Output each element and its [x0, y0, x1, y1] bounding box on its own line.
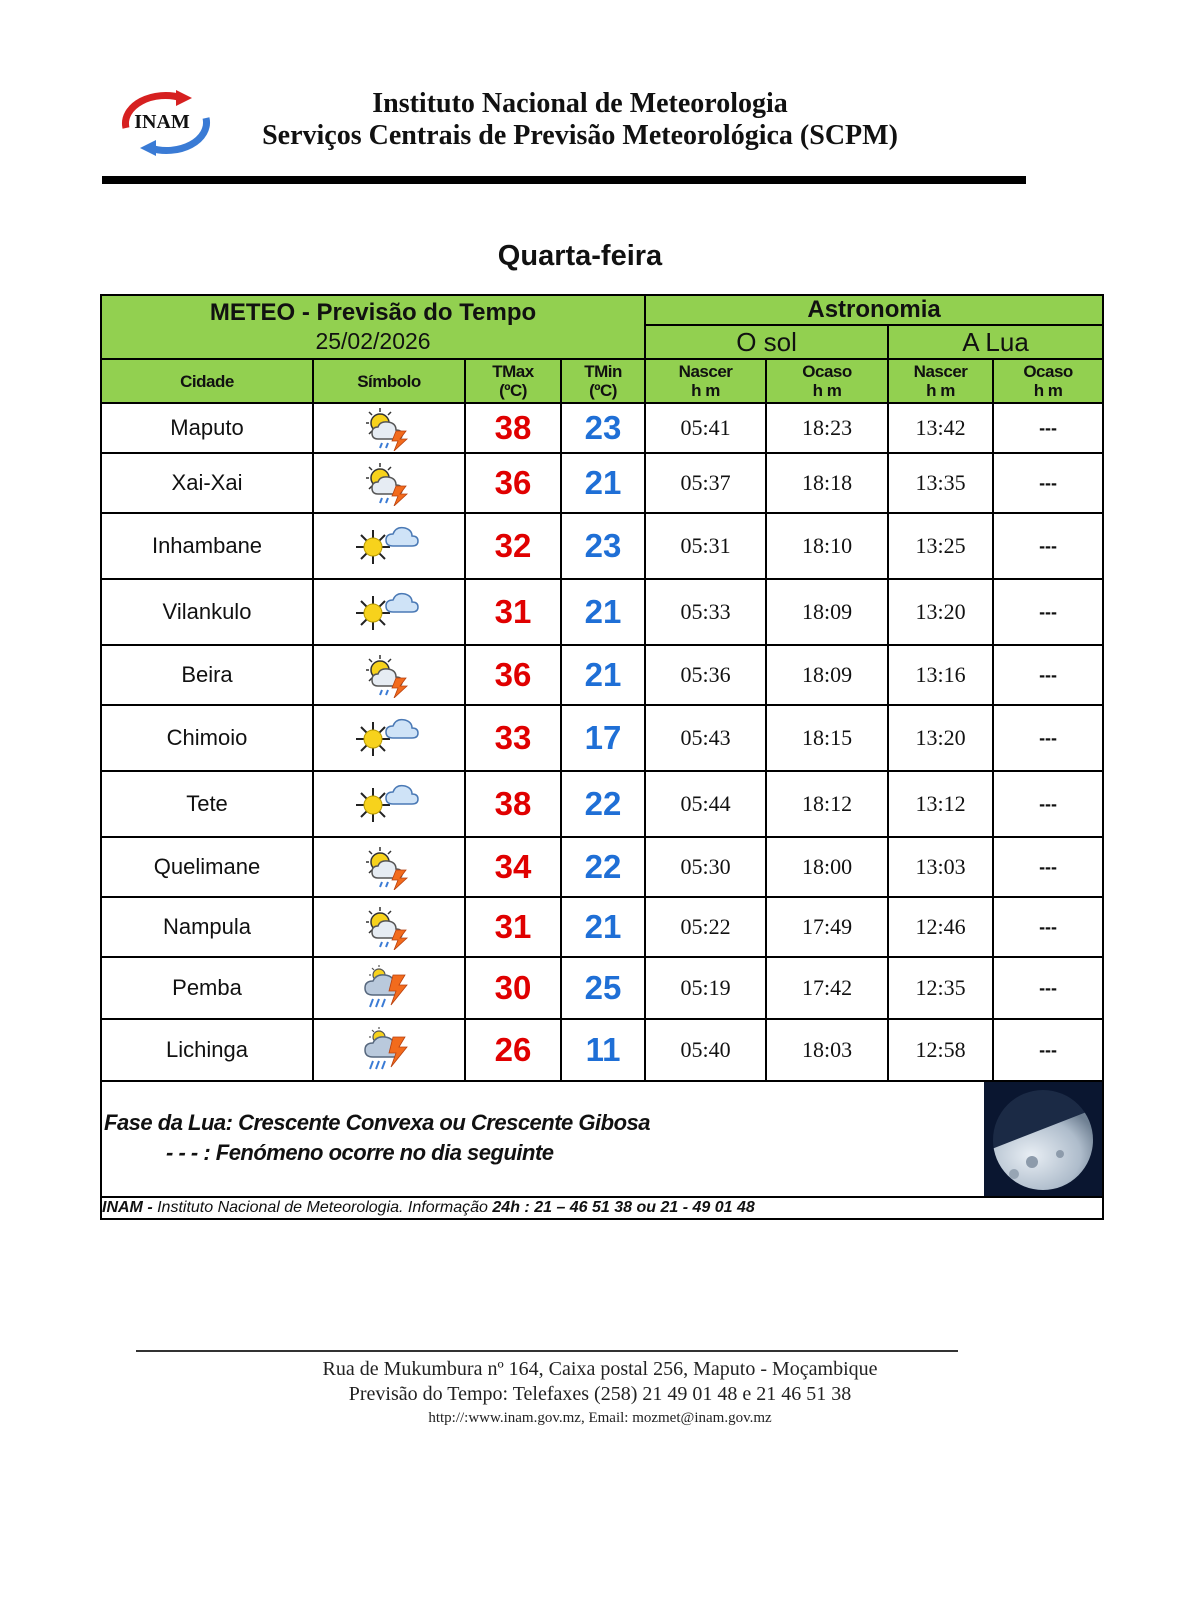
logo-text: INAM: [134, 111, 190, 133]
moon-phase-image: [984, 1082, 1102, 1196]
city-cell: Beira: [101, 645, 313, 705]
table-row: [101, 837, 1103, 897]
sun-cloud-rain-thunder-icon: [314, 652, 464, 698]
moonset-cell: ---: [993, 579, 1103, 645]
moonset-cell: ---: [993, 645, 1103, 705]
weather-symbol-cell: [313, 645, 465, 705]
table-row: [101, 771, 1103, 837]
sun-cloud-rain-thunder-icon: [314, 405, 464, 451]
sunset-cell: 18:12: [766, 771, 888, 837]
tmin-cell: 23: [561, 513, 645, 579]
tmax-cell: 38: [465, 403, 561, 453]
tmax-cell: 26: [465, 1019, 561, 1081]
moonrise-cell: 13:03: [888, 837, 993, 897]
tmin-cell: 17: [561, 705, 645, 771]
astronomy-header: Astronomia: [645, 295, 1103, 325]
moonrise-cell: 12:58: [888, 1019, 993, 1081]
city-cell: Quelimane: [101, 837, 313, 897]
tmin-cell: 23: [561, 403, 645, 453]
moonset-cell: ---: [993, 705, 1103, 771]
city-cell: Inhambane: [101, 513, 313, 579]
tmax-cell: 38: [465, 771, 561, 837]
sunset-cell: 18:09: [766, 645, 888, 705]
header-divider: [102, 176, 1026, 184]
table-footer: INAM - Instituto Nacional de Meteorologia. Informação 24h : 21 – 46 51 38 ou 21 - 49 01 48: [101, 1197, 1103, 1219]
forecast-date: 25/02/2026: [315, 328, 431, 354]
moonset-cell: ---: [993, 897, 1103, 957]
col-header-sunset: Ocaso h m: [766, 359, 888, 403]
tmax-cell: 30: [465, 957, 561, 1019]
moonset-cell: ---: [993, 771, 1103, 837]
sunrise-cell: 05:31: [645, 513, 766, 579]
sunset-cell: 18:03: [766, 1019, 888, 1081]
table-row: [101, 453, 1103, 513]
weather-symbol-cell: [313, 403, 465, 453]
moonset-cell: ---: [993, 453, 1103, 513]
sunrise-cell: 05:43: [645, 705, 766, 771]
weather-symbol-cell: [313, 705, 465, 771]
thunderstorm-rain-icon: [314, 963, 464, 1013]
tmin-cell: 25: [561, 957, 645, 1019]
city-cell: Xai-Xai: [101, 453, 313, 513]
moonrise-cell: 13:35: [888, 453, 993, 513]
sunrise-cell: 05:41: [645, 403, 766, 453]
moonrise-cell: 13:16: [888, 645, 993, 705]
moonrise-cell: 13:20: [888, 579, 993, 645]
tmin-cell: 21: [561, 453, 645, 513]
city-cell: Pemba: [101, 957, 313, 1019]
weather-symbol-cell: [313, 579, 465, 645]
thunderstorm-rain-icon: [314, 1025, 464, 1075]
tmax-cell: 34: [465, 837, 561, 897]
col-header-moonrise: Nascer h m: [888, 359, 993, 403]
sunset-cell: 17:42: [766, 957, 888, 1019]
sunrise-cell: 05:44: [645, 771, 766, 837]
sunrise-cell: 05:30: [645, 837, 766, 897]
city-cell: Nampula: [101, 897, 313, 957]
tmax-cell: 31: [465, 897, 561, 957]
col-header-city: Cidade: [101, 359, 313, 403]
tmin-cell: 21: [561, 579, 645, 645]
weather-symbol-cell: [313, 771, 465, 837]
moonrise-cell: 13:42: [888, 403, 993, 453]
tmax-cell: 36: [465, 453, 561, 513]
table-row: [101, 1019, 1103, 1081]
weather-symbol-cell: [313, 957, 465, 1019]
institution-header: [230, 88, 930, 152]
sun-cloud-rain-thunder-icon: [314, 844, 464, 890]
tmin-cell: 22: [561, 837, 645, 897]
sunrise-cell: 05:22: [645, 897, 766, 957]
table-row: [101, 579, 1103, 645]
meteo-title: METEO - Previsão do Tempo: [209, 299, 537, 326]
col-header-sunrise: Nascer h m: [645, 359, 766, 403]
sunrise-cell: 05:19: [645, 957, 766, 1019]
telefax-line: Previsão do Tempo: Telefaxes (258) 21 49 01 48 e 21 46 51 38: [348, 1383, 852, 1405]
moonset-cell: ---: [993, 957, 1103, 1019]
weather-symbol-cell: [313, 897, 465, 957]
tmax-cell: 31: [465, 579, 561, 645]
sunset-cell: 18:10: [766, 513, 888, 579]
weather-symbol-cell: [313, 513, 465, 579]
moonset-cell: ---: [993, 403, 1103, 453]
city-cell: Vilankulo: [101, 579, 313, 645]
sunset-cell: 18:15: [766, 705, 888, 771]
web-email-line: http://:www.inam.gov.mz, Email: mozmet@inam.gov.mz: [428, 1410, 772, 1426]
sun-cloud-rain-thunder-icon: [314, 460, 464, 506]
tmin-cell: 11: [561, 1019, 645, 1081]
sunrise-cell: 05:40: [645, 1019, 766, 1081]
moonset-cell: ---: [993, 837, 1103, 897]
weather-symbol-cell: [313, 453, 465, 513]
sun-cloud-icon: [314, 778, 464, 830]
sunset-cell: 18:18: [766, 453, 888, 513]
table-row: [101, 957, 1103, 1019]
col-header-tmin: TMin (ºC): [561, 359, 645, 403]
moon-phase-note: Fase da Lua: Crescente Convexa ou Crescente Gibosa: [104, 1110, 650, 1135]
moonset-cell: ---: [993, 1019, 1103, 1081]
notes-section: [101, 1081, 1103, 1197]
address-line: Rua de Mukumbura nº 164, Caixa postal 256, Maputo - Moçambique: [322, 1358, 878, 1380]
col-header-tmax: TMax (ºC): [465, 359, 561, 403]
tmin-cell: 21: [561, 645, 645, 705]
table-row: [101, 403, 1103, 453]
inam-logo: [112, 88, 220, 158]
sun-header: O sol: [645, 325, 888, 359]
sunset-cell: 18:00: [766, 837, 888, 897]
sunrise-cell: 05:37: [645, 453, 766, 513]
col-header-moonset: Ocaso h m: [993, 359, 1103, 403]
sunset-cell: 17:49: [766, 897, 888, 957]
sunset-cell: 18:09: [766, 579, 888, 645]
city-cell: Lichinga: [101, 1019, 313, 1081]
institution-name: Instituto Nacional de Meteorologia: [372, 88, 788, 119]
table-row: [101, 645, 1103, 705]
table-row: [101, 897, 1103, 957]
weather-symbol-cell: [313, 837, 465, 897]
sun-cloud-icon: [314, 520, 464, 572]
city-cell: Tete: [101, 771, 313, 837]
tmax-cell: 36: [465, 645, 561, 705]
tmax-cell: 33: [465, 705, 561, 771]
sun-cloud-rain-thunder-icon: [314, 904, 464, 950]
tmin-cell: 22: [561, 771, 645, 837]
sunrise-cell: 05:33: [645, 579, 766, 645]
tmax-cell: 32: [465, 513, 561, 579]
col-header-symbol: Símbolo: [313, 359, 465, 403]
moonrise-cell: 13:12: [888, 771, 993, 837]
forecast-table: [100, 294, 1104, 1220]
moonrise-cell: 13:20: [888, 705, 993, 771]
service-name: Serviços Centrais de Previsão Meteorológica (SCPM): [262, 120, 898, 151]
moonrise-cell: 12:46: [888, 897, 993, 957]
meteo-header: [101, 295, 645, 359]
weather-symbol-cell: [313, 1019, 465, 1081]
sunset-cell: 18:23: [766, 403, 888, 453]
moonrise-cell: 13:25: [888, 513, 993, 579]
moonset-cell: ---: [993, 513, 1103, 579]
table-row: [101, 513, 1103, 579]
sun-cloud-icon: [314, 586, 464, 638]
sun-cloud-icon: [314, 712, 464, 764]
next-day-note: - - - : Fenómeno ocorre no dia seguinte: [166, 1140, 554, 1165]
moon-header: A Lua: [888, 325, 1103, 359]
moonrise-cell: 12:35: [888, 957, 993, 1019]
footer-divider: [136, 1350, 958, 1352]
city-cell: Maputo: [101, 403, 313, 453]
sunrise-cell: 05:36: [645, 645, 766, 705]
tmin-cell: 21: [561, 897, 645, 957]
city-cell: Chimoio: [101, 705, 313, 771]
table-row: [101, 705, 1103, 771]
day-title: Quarta-feira: [497, 240, 663, 272]
